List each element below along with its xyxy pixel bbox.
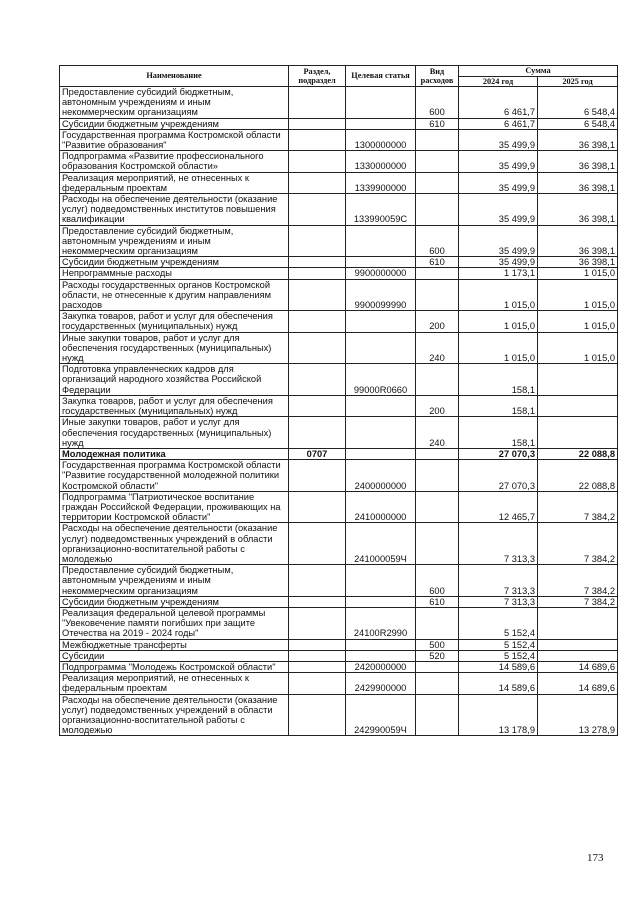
header-2024: 2024 год bbox=[459, 76, 538, 87]
row-target bbox=[346, 639, 416, 650]
row-sum-2025: 6 548,4 bbox=[538, 118, 618, 129]
row-sum-2024: 35 499,9 bbox=[459, 172, 538, 193]
row-target bbox=[346, 448, 416, 459]
table-row bbox=[60, 268, 618, 279]
row-razdel bbox=[289, 694, 346, 736]
row-razdel bbox=[289, 311, 346, 332]
row-razdel bbox=[289, 279, 346, 311]
row-sum-2025: 36 398,1 bbox=[538, 225, 618, 257]
row-target bbox=[346, 417, 416, 449]
row-sum-2025: 6 548,4 bbox=[538, 87, 618, 119]
row-razdel bbox=[289, 225, 346, 257]
row-sum-2024: 14 589,6 bbox=[459, 661, 538, 672]
row-sum-2024: 14 589,6 bbox=[459, 673, 538, 694]
header-2025: 2025 год bbox=[538, 76, 618, 87]
row-razdel bbox=[289, 194, 346, 226]
row-sum-2025: 1 015,0 bbox=[538, 279, 618, 311]
row-razdel bbox=[289, 87, 346, 119]
row-target bbox=[346, 332, 416, 364]
row-name: Расходы на обеспечение деятельности (оказание услуг) подведомственных учреждений в области организационно-воспитательной работы с молодежью bbox=[60, 694, 289, 736]
row-target: 2400000000 bbox=[346, 460, 416, 492]
row-razdel bbox=[289, 639, 346, 650]
row-sum-2025: 36 398,1 bbox=[538, 151, 618, 172]
header-vid: Вид расходов bbox=[416, 66, 459, 87]
row-vid: 600 bbox=[416, 225, 459, 257]
row-sum-2025: 7 384,2 bbox=[538, 523, 618, 565]
row-sum-2024: 5 152,4 bbox=[459, 639, 538, 650]
row-sum-2025: 1 015,0 bbox=[538, 268, 618, 279]
row-razdel bbox=[289, 332, 346, 364]
row-target: 241000059Ч bbox=[346, 523, 416, 565]
row-target bbox=[346, 87, 416, 119]
row-razdel bbox=[289, 417, 346, 449]
row-sum-2025: 7 384,2 bbox=[538, 565, 618, 597]
row-sum-2024: 35 499,9 bbox=[459, 225, 538, 257]
row-name: Молодежная политика bbox=[60, 448, 289, 459]
row-vid bbox=[416, 694, 459, 736]
row-target bbox=[346, 225, 416, 257]
row-sum-2025: 13 278,9 bbox=[538, 694, 618, 736]
row-sum-2025: 14 689,6 bbox=[538, 673, 618, 694]
row-sum-2024: 35 499,9 bbox=[459, 194, 538, 226]
row-razdel bbox=[289, 673, 346, 694]
row-sum-2025 bbox=[538, 650, 618, 661]
row-target bbox=[346, 257, 416, 268]
row-target bbox=[346, 565, 416, 597]
row-name: Субсидии бюджетным учреждениям bbox=[60, 118, 289, 129]
row-target: 99000R0660 bbox=[346, 364, 416, 396]
row-name: Предоставление субсидий бюджетным, автономным учреждениям и иным некоммерческим организациям bbox=[60, 225, 289, 257]
row-target: 133990059С bbox=[346, 194, 416, 226]
row-sum-2024: 158,1 bbox=[459, 364, 538, 396]
row-sum-2024: 6 461,7 bbox=[459, 118, 538, 129]
table-row bbox=[60, 607, 618, 639]
table-row bbox=[60, 225, 618, 257]
row-sum-2025: 7 384,2 bbox=[538, 596, 618, 607]
table-row bbox=[60, 523, 618, 565]
row-target bbox=[346, 311, 416, 332]
table-row bbox=[60, 639, 618, 650]
row-sum-2025 bbox=[538, 639, 618, 650]
table-row bbox=[60, 194, 618, 226]
row-sum-2024: 7 313,3 bbox=[459, 596, 538, 607]
row-razdel bbox=[289, 268, 346, 279]
table-row bbox=[60, 364, 618, 396]
row-vid: 240 bbox=[416, 417, 459, 449]
row-vid: 610 bbox=[416, 596, 459, 607]
row-sum-2024: 5 152,4 bbox=[459, 650, 538, 661]
row-name: Подпрограмма "Молодежь Костромской области" bbox=[60, 661, 289, 672]
row-sum-2024: 7 313,3 bbox=[459, 523, 538, 565]
row-sum-2024: 12 465,7 bbox=[459, 491, 538, 523]
table-row bbox=[60, 129, 618, 150]
table-row bbox=[60, 151, 618, 172]
table-row bbox=[60, 673, 618, 694]
table-row bbox=[60, 332, 618, 364]
row-target: 1300000000 bbox=[346, 129, 416, 150]
table-row bbox=[60, 565, 618, 597]
row-vid: 610 bbox=[416, 118, 459, 129]
row-vid bbox=[416, 607, 459, 639]
row-name: Расходы на обеспечение деятельности (оказание услуг) подведомственных учреждений в области организационно-воспитательной работы с молодежью bbox=[60, 523, 289, 565]
row-vid: 610 bbox=[416, 257, 459, 268]
header-razdel: Раздел, подраздел bbox=[289, 66, 346, 87]
row-vid bbox=[416, 491, 459, 523]
row-vid bbox=[416, 673, 459, 694]
row-sum-2025 bbox=[538, 417, 618, 449]
row-sum-2024: 158,1 bbox=[459, 417, 538, 449]
row-target: 1330000000 bbox=[346, 151, 416, 172]
page-number: 173 bbox=[587, 852, 604, 864]
table-row bbox=[60, 694, 618, 736]
row-sum-2025 bbox=[538, 607, 618, 639]
row-name: Подпрограмма "Патриотическое воспитание граждан Российской Федерации, проживающих на территории Костромской области" bbox=[60, 491, 289, 523]
row-vid: 600 bbox=[416, 565, 459, 597]
row-name: Иные закупки товаров, работ и услуг для обеспечения государственных (муниципальных) нужд bbox=[60, 417, 289, 449]
table-row bbox=[60, 118, 618, 129]
row-name: Закупка товаров, работ и услуг для обеспечения государственных (муниципальных) нужд bbox=[60, 311, 289, 332]
row-vid bbox=[416, 151, 459, 172]
table-row bbox=[60, 87, 618, 119]
table-body bbox=[60, 87, 618, 736]
row-razdel bbox=[289, 129, 346, 150]
table-row bbox=[60, 661, 618, 672]
table-row bbox=[60, 172, 618, 193]
table-header-row bbox=[60, 66, 618, 77]
row-target: 242990059Ч bbox=[346, 694, 416, 736]
row-name: Субсидии бюджетным учреждениям bbox=[60, 257, 289, 268]
row-razdel bbox=[289, 257, 346, 268]
row-vid: 200 bbox=[416, 395, 459, 416]
row-sum-2024: 35 499,9 bbox=[459, 151, 538, 172]
row-vid bbox=[416, 448, 459, 459]
table-row bbox=[60, 491, 618, 523]
row-name: Предоставление субсидий бюджетным, автономным учреждениям и иным некоммерческим организациям bbox=[60, 565, 289, 597]
row-vid bbox=[416, 279, 459, 311]
row-name: Подготовка управленческих кадров для организаций народного хозяйства Российской Федерации bbox=[60, 364, 289, 396]
row-target bbox=[346, 596, 416, 607]
row-name: Субсидии бюджетным учреждениям bbox=[60, 596, 289, 607]
row-sum-2024: 1 015,0 bbox=[459, 311, 538, 332]
table-row bbox=[60, 311, 618, 332]
row-name: Предоставление субсидий бюджетным, автономным учреждениям и иным некоммерческим организациям bbox=[60, 87, 289, 119]
row-target: 1339900000 bbox=[346, 172, 416, 193]
row-vid bbox=[416, 661, 459, 672]
table-row bbox=[60, 448, 618, 459]
table-row bbox=[60, 279, 618, 311]
row-target bbox=[346, 650, 416, 661]
row-sum-2024: 1 015,0 bbox=[459, 279, 538, 311]
row-name: Субсидии bbox=[60, 650, 289, 661]
row-target: 24100R2990 bbox=[346, 607, 416, 639]
row-razdel bbox=[289, 364, 346, 396]
row-razdel bbox=[289, 491, 346, 523]
table-row bbox=[60, 257, 618, 268]
row-name: Межбюджетные трансферты bbox=[60, 639, 289, 650]
row-name: Реализация федеральной целевой программы "Увековечение памяти погибших при защите Отечества на 2019 - 2024 годы" bbox=[60, 607, 289, 639]
row-target: 2420000000 bbox=[346, 661, 416, 672]
row-vid: 520 bbox=[416, 650, 459, 661]
row-vid: 500 bbox=[416, 639, 459, 650]
row-vid bbox=[416, 364, 459, 396]
row-razdel bbox=[289, 650, 346, 661]
row-name: Непрограммные расходы bbox=[60, 268, 289, 279]
row-target: 2429900000 bbox=[346, 673, 416, 694]
row-sum-2025: 1 015,0 bbox=[538, 332, 618, 364]
row-vid bbox=[416, 129, 459, 150]
row-sum-2025: 7 384,2 bbox=[538, 491, 618, 523]
row-vid bbox=[416, 268, 459, 279]
row-razdel bbox=[289, 607, 346, 639]
table-row bbox=[60, 417, 618, 449]
table-row bbox=[60, 460, 618, 492]
row-razdel: 0707 bbox=[289, 448, 346, 459]
table-row bbox=[60, 395, 618, 416]
row-sum-2025: 36 398,1 bbox=[538, 129, 618, 150]
row-name: Реализация мероприятий, не отнесенных к федеральным проектам bbox=[60, 172, 289, 193]
row-name: Государственная программа Костромской области "Развитие государственной молодежной политики Костромской области" bbox=[60, 460, 289, 492]
row-target: 9900000000 bbox=[346, 268, 416, 279]
row-target bbox=[346, 395, 416, 416]
budget-table bbox=[59, 65, 618, 736]
header-sum: Сумма bbox=[459, 66, 618, 77]
row-sum-2025: 22 088,8 bbox=[538, 448, 618, 459]
row-razdel bbox=[289, 395, 346, 416]
row-sum-2025: 36 398,1 bbox=[538, 194, 618, 226]
row-name: Расходы на обеспечение деятельности (оказание услуг) подведомственных институтов повышения квалификации bbox=[60, 194, 289, 226]
row-target: 2410000000 bbox=[346, 491, 416, 523]
row-razdel bbox=[289, 523, 346, 565]
row-razdel bbox=[289, 172, 346, 193]
header-name: Наименование bbox=[60, 66, 289, 87]
row-sum-2024: 35 499,9 bbox=[459, 257, 538, 268]
row-sum-2025: 1 015,0 bbox=[538, 311, 618, 332]
row-vid bbox=[416, 523, 459, 565]
row-razdel bbox=[289, 151, 346, 172]
row-sum-2025: 36 398,1 bbox=[538, 257, 618, 268]
row-name: Иные закупки товаров, работ и услуг для обеспечения государственных (муниципальных) нужд bbox=[60, 332, 289, 364]
row-vid bbox=[416, 194, 459, 226]
row-target bbox=[346, 118, 416, 129]
row-sum-2025: 36 398,1 bbox=[538, 172, 618, 193]
row-vid: 600 bbox=[416, 87, 459, 119]
row-sum-2024: 27 070,3 bbox=[459, 460, 538, 492]
row-sum-2024: 158,1 bbox=[459, 395, 538, 416]
row-sum-2024: 1 015,0 bbox=[459, 332, 538, 364]
row-sum-2024: 27 070,3 bbox=[459, 448, 538, 459]
row-sum-2025: 14 689,6 bbox=[538, 661, 618, 672]
row-sum-2024: 5 152,4 bbox=[459, 607, 538, 639]
row-vid bbox=[416, 460, 459, 492]
row-target: 9900099990 bbox=[346, 279, 416, 311]
row-sum-2025: 22 088,8 bbox=[538, 460, 618, 492]
row-vid: 240 bbox=[416, 332, 459, 364]
row-vid: 200 bbox=[416, 311, 459, 332]
row-name: Государственная программа Костромской области "Развитие образования" bbox=[60, 129, 289, 150]
row-razdel bbox=[289, 118, 346, 129]
row-name: Закупка товаров, работ и услуг для обеспечения государственных (муниципальных) нужд bbox=[60, 395, 289, 416]
row-sum-2024: 6 461,7 bbox=[459, 87, 538, 119]
row-sum-2024: 7 313,3 bbox=[459, 565, 538, 597]
row-vid bbox=[416, 172, 459, 193]
row-razdel bbox=[289, 460, 346, 492]
row-sum-2025 bbox=[538, 364, 618, 396]
table-row bbox=[60, 650, 618, 661]
row-name: Расходы государственных органов Костромской области, не отнесенные к другим направлениям расходов bbox=[60, 279, 289, 311]
row-name: Реализация мероприятий, не отнесенных к федеральным проектам bbox=[60, 673, 289, 694]
row-razdel bbox=[289, 596, 346, 607]
row-sum-2024: 35 499,9 bbox=[459, 129, 538, 150]
row-razdel bbox=[289, 661, 346, 672]
row-sum-2024: 13 178,9 bbox=[459, 694, 538, 736]
table-row bbox=[60, 596, 618, 607]
header-target: Целевая статья bbox=[346, 66, 416, 87]
row-name: Подпрограмма «Развитие профессионального образования Костромской области» bbox=[60, 151, 289, 172]
row-razdel bbox=[289, 565, 346, 597]
row-sum-2025 bbox=[538, 395, 618, 416]
row-sum-2024: 1 173,1 bbox=[459, 268, 538, 279]
